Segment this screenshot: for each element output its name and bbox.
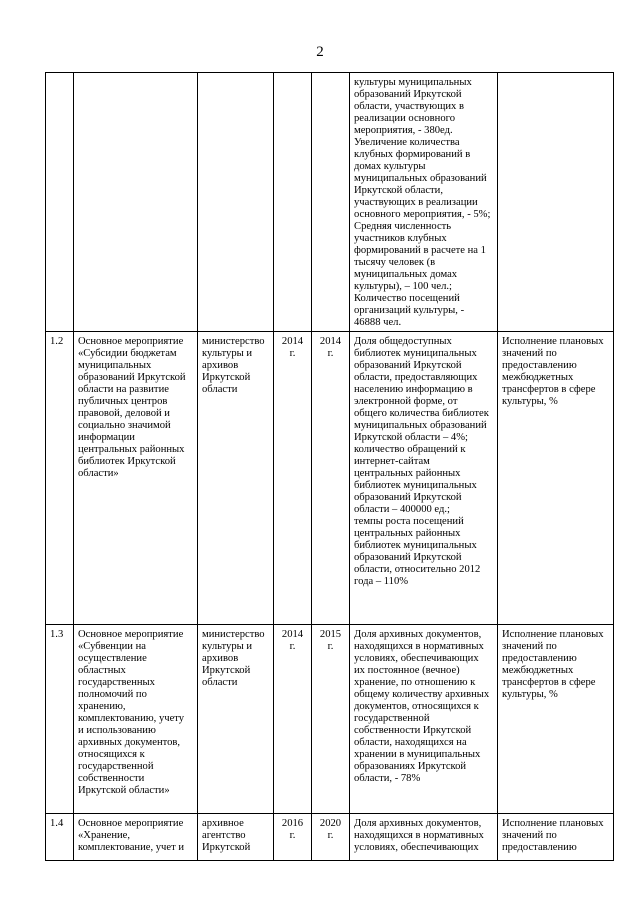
cell-number: 1.4 xyxy=(46,814,74,861)
cell-executor xyxy=(198,73,274,332)
cell-start-year: 2014 г. xyxy=(274,332,312,625)
cell-event: Основное мероприятие «Субвенции на осуществление областных государственных полномочий по хранению, комплектованию, учету и использованию архивных документов, относящихся к государственной собственности Иркутской области» xyxy=(74,625,198,814)
cell-event: Основное мероприятие «Хранение, комплектование, учет и xyxy=(74,814,198,861)
cell-indicator: Исполнение плановых значений по предоставлению межбюджетных трансфертов в сфере культуры, % xyxy=(498,332,614,625)
cell-executor: министерство культуры и архивов Иркутской области xyxy=(198,332,274,625)
cell-expected-result: Доля архивных документов, находящихся в нормативных условиях, обеспечивающих их постоянное (вечное) хранение, по отношению к общему количеству архивных документов, относящихся к государственной собственности Иркутской области, находящихся на хранении в муниципальных образованиях Иркутской области, - 78% xyxy=(350,625,498,814)
cell-indicator xyxy=(498,73,614,332)
cell-start-year xyxy=(274,73,312,332)
cell-end-year: 2020 г. xyxy=(312,814,350,861)
table-row xyxy=(46,73,614,332)
cell-end-year xyxy=(312,73,350,332)
cell-start-year: 2016 г. xyxy=(274,814,312,861)
cell-event xyxy=(74,73,198,332)
table-row xyxy=(46,332,614,625)
cell-number: 1.2 xyxy=(46,332,74,625)
cell-end-year: 2015 г. xyxy=(312,625,350,814)
table-row xyxy=(46,625,614,814)
cell-indicator: Исполнение плановых значений по предоставлению xyxy=(498,814,614,861)
cell-event: Основное мероприятие «Субсидии бюджетам муниципальных образований Иркутской области на развитие публичных центров правовой, деловой и социально значимой информации центральных районных библиотек Иркутской области» xyxy=(74,332,198,625)
table-row xyxy=(46,814,614,861)
cell-number: 1.3 xyxy=(46,625,74,814)
page-number: 2 xyxy=(316,44,324,60)
cell-indicator: Исполнение плановых значений по предоставлению межбюджетных трансфертов в сфере культуры, % xyxy=(498,625,614,814)
cell-expected-result: культуры муниципальных образований Иркутской области, участвующих в реализации основного мероприятия, - 380ед. Увеличение количества клубных формирований в домах культуры муниципальных образований Иркутской области, участвующих в реализации основного мероприятия, - 5%; Средняя численность участников клубных формирований в расчете на 1 тысячу человек (в муниципальных домах культуры), – 100 чел.; Количество посещений организаций культуры, - 46888 чел. xyxy=(350,73,498,332)
cell-start-year: 2014 г. xyxy=(274,625,312,814)
cell-end-year: 2014 г. xyxy=(312,332,350,625)
cell-executor: архивное агентство Иркутской xyxy=(198,814,274,861)
measures-table xyxy=(45,72,614,861)
cell-expected-result: Доля общедоступных библиотек муниципальных образований Иркутской области, предоставляющих населению информацию в электронной форме, от общего количества библиотек муниципальных образований Иркутской области – 4%; количество обращений к интернет-сайтам центральных районных библиотек муниципальных образований Иркутской области – 400000 ед.; темпы роста посещений центральных районных библиотек муниципальных образований Иркутской области, относительно 2012 года – 110% xyxy=(350,332,498,625)
cell-number xyxy=(46,73,74,332)
cell-executor: министерство культуры и архивов Иркутской области xyxy=(198,625,274,814)
cell-expected-result: Доля архивных документов, находящихся в нормативных условиях, обеспечивающих xyxy=(350,814,498,861)
